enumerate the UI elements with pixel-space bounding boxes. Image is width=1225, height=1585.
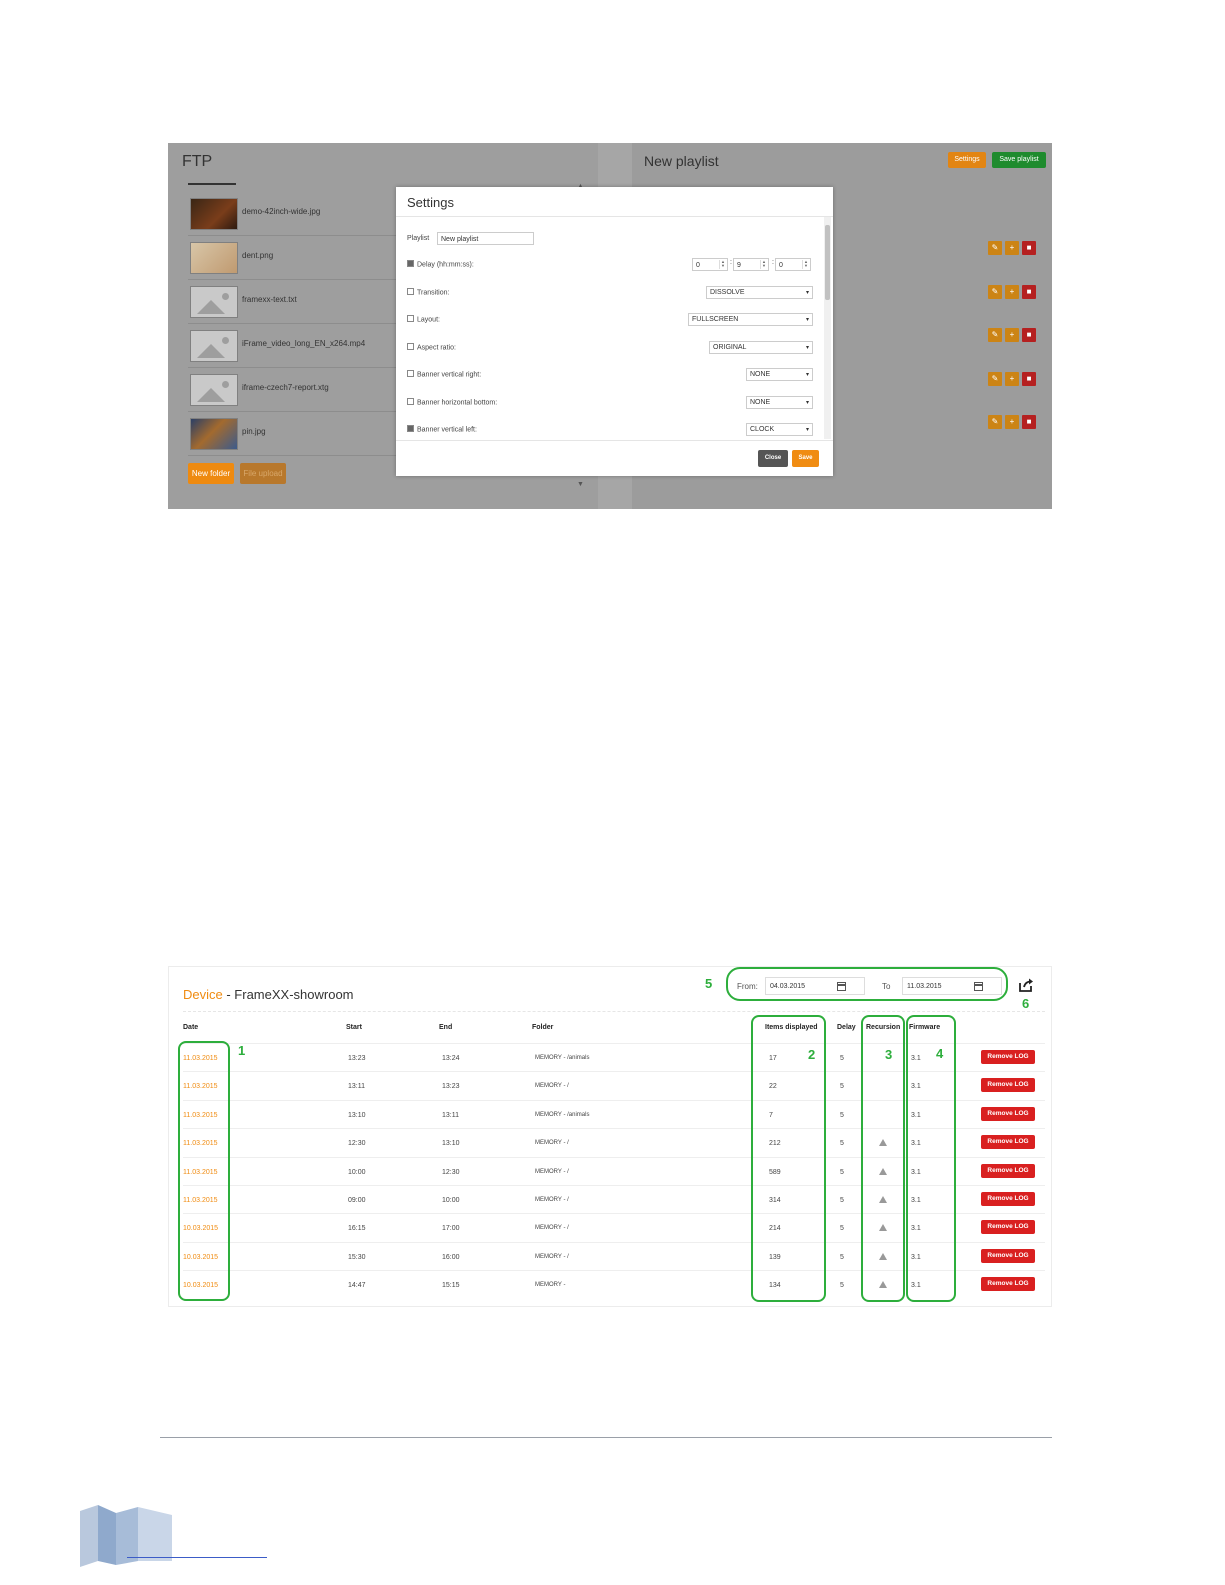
log-date[interactable]: 10.03.2015 [183, 1253, 219, 1261]
modal-title: Settings [407, 195, 454, 210]
save-playlist-button[interactable]: Save playlist [992, 152, 1046, 168]
col-items-displayed[interactable]: Items displayed [765, 1024, 818, 1031]
log-items: 134 [769, 1282, 781, 1290]
banner-bottom-checkbox[interactable] [407, 398, 414, 405]
device-name: - FrameXX-showroom [222, 987, 354, 1002]
trash-icon[interactable]: ■ [1022, 285, 1036, 299]
annotation-box-firmware [906, 1015, 956, 1302]
placeholder-image-icon [190, 374, 238, 406]
log-items: 22 [769, 1083, 777, 1091]
caret-down-icon: ▾ [805, 372, 809, 378]
log-items: 212 [769, 1140, 781, 1148]
from-label: From: [737, 982, 758, 991]
ftp-file-name: iframe-czech7-report.xtg [242, 383, 329, 392]
log-delay: 5 [840, 1253, 844, 1261]
aspect-value: ORIGINAL [713, 344, 747, 351]
plus-icon[interactable]: + [1005, 241, 1019, 255]
transition-row [407, 289, 449, 296]
log-date[interactable]: 11.03.2015 [183, 1083, 218, 1091]
playlist-item-actions [988, 372, 1040, 386]
transition-select[interactable] [706, 286, 813, 299]
log-folder: MEMORY - [535, 1282, 566, 1289]
banner-left-select[interactable] [746, 423, 813, 436]
log-end: 15:15 [442, 1282, 460, 1290]
log-firmware: 3.1 [911, 1168, 921, 1176]
time-separator: : [772, 259, 774, 266]
pencil-icon[interactable]: ✎ [988, 328, 1002, 342]
log-items: 139 [769, 1253, 781, 1261]
log-date[interactable]: 10.03.2015 [183, 1225, 219, 1233]
caret-down-icon: ▾ [805, 345, 809, 351]
log-folder: MEMORY - / [535, 1253, 569, 1260]
trash-icon[interactable]: ■ [1022, 415, 1036, 429]
layout-label: Layout: [417, 316, 440, 324]
layout-checkbox[interactable] [407, 315, 414, 322]
log-items: 214 [769, 1225, 781, 1233]
layout-value: FULLSCREEN [692, 316, 739, 323]
export-icon[interactable] [1018, 977, 1034, 993]
banner-right-row [407, 371, 481, 378]
to-label: To [882, 982, 891, 991]
placeholder-image-icon [190, 330, 238, 362]
col-date[interactable]: Date [183, 1024, 199, 1031]
banner-left-value: CLOCK [750, 426, 775, 433]
log-start: 15:30 [348, 1253, 366, 1261]
pencil-icon[interactable]: ✎ [988, 241, 1002, 255]
remove-log-button[interactable]: Remove LOG [981, 1192, 1035, 1206]
log-end: 17:00 [442, 1225, 460, 1233]
banner-bottom-select[interactable] [746, 396, 813, 409]
device-link[interactable]: Device [183, 987, 223, 1002]
remove-log-button[interactable]: Remove LOG [981, 1078, 1035, 1092]
log-delay: 5 [840, 1111, 844, 1119]
caret-down-icon: ▾ [805, 427, 809, 433]
banner-left-row [407, 426, 477, 433]
log-folder: MEMORY - / [535, 1168, 569, 1175]
annotation-number-5: 5 [705, 976, 713, 991]
file-thumbnail [190, 418, 238, 450]
banner-bottom-value: NONE [750, 399, 771, 406]
trash-icon[interactable]: ■ [1022, 241, 1036, 255]
logo-link-underline [127, 1557, 267, 1558]
delay-seconds-value: 0 [779, 262, 783, 269]
log-start: 16:15 [348, 1225, 366, 1233]
aspect-checkbox[interactable] [407, 343, 414, 350]
time-separator: : [730, 259, 732, 266]
log-firmware: 3.1 [911, 1253, 921, 1261]
ftp-file-name: iFrame_video_long_EN_x264.mp4 [242, 339, 366, 348]
log-end: 13:11 [442, 1111, 459, 1119]
log-items: 314 [769, 1197, 781, 1204]
annotation-box-date-filter [726, 967, 1008, 1001]
log-date[interactable]: 11.03.2015 [183, 1140, 218, 1148]
banner-left-label: Banner vertical left: [417, 426, 477, 434]
title-divider [183, 1011, 1045, 1012]
log-delay: 5 [840, 1140, 844, 1148]
pencil-icon[interactable]: ✎ [988, 372, 1002, 386]
spinner-arrows-icon[interactable]: ▲ ▼ [760, 260, 767, 269]
col-start[interactable]: Start [346, 1024, 362, 1031]
remove-log-button[interactable]: Remove LOG [981, 1249, 1035, 1263]
banner-right-value: NONE [750, 371, 771, 378]
ftp-title: FTP [182, 153, 213, 170]
log-delay: 5 [840, 1168, 844, 1176]
footer-rule [160, 1437, 1052, 1438]
save-button[interactable]: Save [792, 450, 819, 467]
settings-modal [396, 187, 833, 476]
caret-down-icon: ▾ [805, 400, 809, 406]
banner-bottom-row [407, 399, 497, 406]
caret-down-icon: ▾ [805, 290, 809, 296]
playlist-item-actions [988, 328, 1040, 342]
banner-right-select[interactable] [746, 368, 813, 381]
log-firmware: 3.1 [911, 1282, 921, 1290]
log-delay: 5 [840, 1055, 844, 1062]
remove-log-button[interactable]: Remove LOG [981, 1164, 1035, 1178]
log-folder: MEMORY - / [535, 1225, 569, 1232]
log-start: 13:11 [348, 1083, 365, 1091]
layout-select[interactable] [688, 313, 813, 326]
banner-right-label: Banner vertical right: [417, 371, 482, 379]
delay-label: Delay (hh:mm:ss): [417, 261, 474, 269]
log-end: 10:00 [442, 1197, 460, 1204]
plus-icon[interactable]: + [1005, 285, 1019, 299]
log-start: 09:00 [348, 1197, 366, 1204]
log-start: 13:23 [348, 1055, 366, 1062]
log-end: 13:24 [442, 1055, 460, 1062]
placeholder-image-icon [190, 286, 238, 318]
log-firmware: 3.1 [911, 1083, 921, 1091]
from-date-value: 04.03.2015 [770, 983, 806, 990]
log-start: 10:00 [348, 1168, 366, 1176]
log-date[interactable]: 10.03.2015 [183, 1282, 219, 1290]
delay-hours-input[interactable] [692, 258, 728, 271]
banner-left-checkbox[interactable] [407, 425, 414, 432]
log-delay: 5 [840, 1282, 844, 1290]
col-recursion[interactable]: Recursion [866, 1024, 901, 1031]
log-end: 13:10 [442, 1140, 460, 1148]
col-firmware[interactable]: Firmware [909, 1024, 941, 1031]
remove-log-button[interactable]: Remove LOG [981, 1277, 1035, 1291]
annotation-number-6: 6 [1022, 996, 1030, 1011]
delay-checkbox[interactable] [407, 260, 414, 267]
log-firmware: 3.1 [911, 1140, 921, 1148]
trash-icon[interactable]: ■ [1022, 328, 1036, 342]
log-folder: MEMORY - / [535, 1197, 569, 1203]
log-items: 589 [769, 1168, 781, 1176]
log-folder: MEMORY - /animals [535, 1111, 590, 1118]
plus-icon[interactable]: + [1005, 415, 1019, 429]
col-delay[interactable]: Delay [837, 1024, 856, 1031]
annotation-box-recursion [861, 1015, 905, 1302]
transition-value: DISSOLVE [710, 289, 745, 296]
modal-scrollbar[interactable] [824, 217, 831, 439]
aspect-label: Aspect ratio: [417, 344, 456, 352]
col-folder[interactable]: Folder [532, 1024, 554, 1031]
log-folder: MEMORY - / [535, 1083, 569, 1090]
log-folder: MEMORY - / [535, 1140, 569, 1147]
delay-minutes-value: 9 [737, 262, 741, 269]
ftp-file-name: framexx-text.txt [242, 295, 297, 304]
banner-bottom-label: Banner horizontal bottom: [417, 399, 498, 407]
ftp-file-name: dent.png [242, 251, 274, 260]
device-title [183, 987, 354, 1002]
close-button[interactable]: Close [758, 450, 788, 467]
scroll-down-icon[interactable]: ▼ [577, 481, 584, 488]
annotation-number-4: 4 [936, 1046, 944, 1061]
playlist-editor-screenshot [168, 143, 1052, 509]
remove-log-button[interactable]: Remove LOG [981, 1220, 1035, 1234]
remove-log-button[interactable]: Remove LOG [981, 1135, 1035, 1149]
log-end: 16:00 [442, 1253, 460, 1261]
new-folder-button[interactable]: New folder [188, 463, 234, 484]
log-date[interactable]: 11.03.2015 [183, 1111, 218, 1119]
log-firmware: 3.1 [911, 1111, 921, 1119]
log-start: 13:10 [348, 1111, 366, 1119]
log-end: 13:23 [442, 1083, 460, 1091]
plus-icon[interactable]: + [1005, 328, 1019, 342]
to-date-value: 11.03.2015 [907, 983, 942, 990]
ftp-file-name: pin.jpg [242, 427, 266, 436]
pencil-icon[interactable]: ✎ [988, 285, 1002, 299]
file-upload-button[interactable]: File upload [240, 463, 286, 484]
playlist-title: New playlist [644, 153, 719, 169]
pencil-icon[interactable]: ✎ [988, 415, 1002, 429]
log-date[interactable]: 11.03.2015 [183, 1055, 218, 1062]
log-delay: 5 [840, 1225, 844, 1233]
playlist-item-actions [988, 285, 1040, 299]
ftp-file-name: demo-42inch-wide.jpg [242, 207, 321, 216]
modal-divider [396, 216, 833, 217]
log-firmware: 3.1 [911, 1055, 921, 1062]
file-thumbnail [190, 242, 238, 274]
delay-minutes-input[interactable] [733, 258, 769, 271]
aspect-select[interactable] [709, 341, 813, 354]
layout-row [407, 316, 440, 323]
ftp-tab-underline [188, 183, 236, 185]
remove-log-button[interactable]: Remove LOG [981, 1050, 1035, 1064]
playlist-item-actions [988, 415, 1040, 429]
banner-right-checkbox[interactable] [407, 370, 414, 377]
log-items: 7 [769, 1111, 773, 1119]
spinner-arrows-icon[interactable]: ▲ ▼ [802, 260, 809, 269]
caret-down-icon: ▾ [805, 317, 809, 323]
file-thumbnail [190, 198, 238, 230]
transition-checkbox[interactable] [407, 288, 414, 295]
log-start: 12:30 [348, 1140, 366, 1148]
annotation-number-3: 3 [885, 1047, 893, 1062]
transition-label: Transition: [417, 289, 450, 297]
playlist-item-actions [988, 241, 1040, 255]
log-firmware: 3.1 [911, 1197, 921, 1204]
scrollbar-thumb[interactable] [825, 225, 830, 300]
delay-row [407, 261, 474, 268]
log-date[interactable]: 11.03.2015 [183, 1197, 218, 1204]
annotation-number-2: 2 [808, 1047, 816, 1062]
col-end[interactable]: End [439, 1024, 453, 1031]
log-firmware: 3.1 [911, 1225, 921, 1233]
annotation-number-1: 1 [238, 1043, 246, 1058]
settings-button[interactable]: Settings [948, 152, 986, 168]
log-delay: 5 [840, 1197, 844, 1204]
remove-log-button[interactable]: Remove LOG [981, 1107, 1035, 1121]
log-folder: MEMORY - /animals [535, 1055, 590, 1061]
playlist-name-input[interactable]: New playlist [437, 232, 534, 245]
plus-icon[interactable]: + [1005, 372, 1019, 386]
log-end: 12:30 [442, 1168, 460, 1176]
playlist-label: Playlist [407, 235, 430, 242]
annotation-box-date [178, 1041, 230, 1301]
aspect-row [407, 344, 456, 351]
log-items: 17 [769, 1055, 777, 1062]
delay-seconds-input[interactable] [775, 258, 811, 271]
modal-footer-divider [396, 440, 833, 441]
log-start: 14:47 [348, 1282, 366, 1290]
trash-icon[interactable]: ■ [1022, 372, 1036, 386]
spinner-arrows-icon[interactable]: ▲ ▼ [719, 260, 726, 269]
delay-hours-value: 0 [696, 262, 700, 269]
log-date[interactable]: 11.03.2015 [183, 1168, 218, 1176]
log-delay: 5 [840, 1083, 844, 1091]
